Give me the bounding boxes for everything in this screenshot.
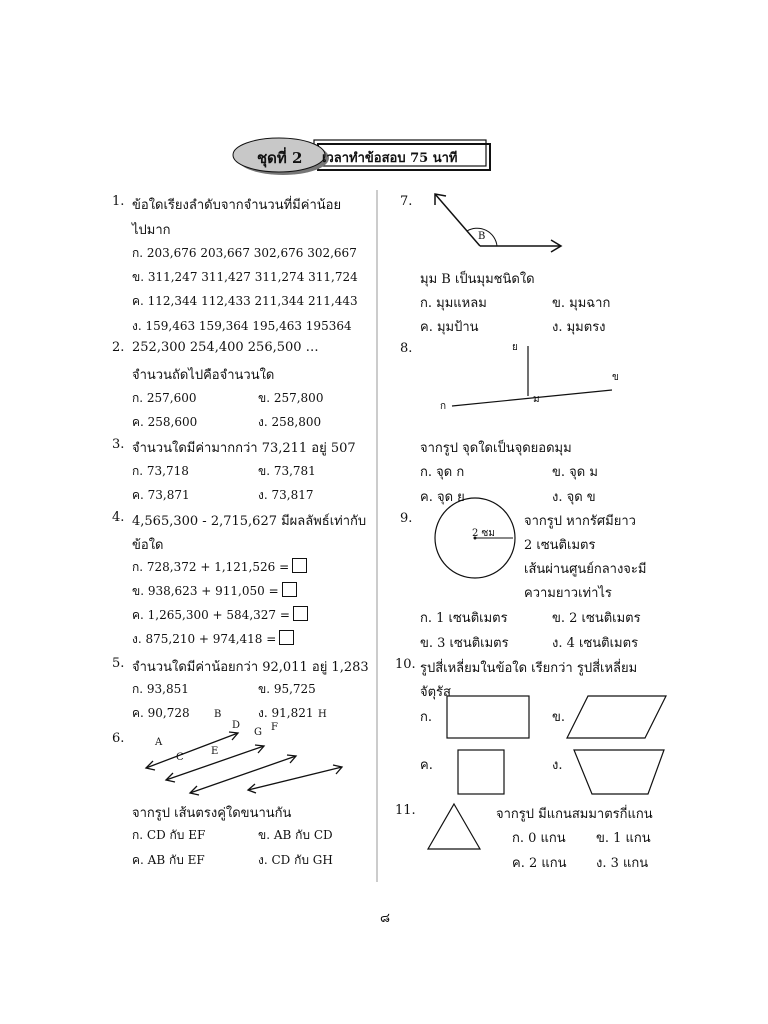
q1-choice-d: ง. 159,463 159,364 195,463 195364: [132, 319, 352, 333]
label-a: A: [155, 737, 163, 748]
page-number: ๘: [380, 911, 391, 926]
q10-choice-d: ง.: [552, 758, 563, 773]
q11-choice-c: ค. 2 แกน: [512, 856, 567, 871]
q4-choice-a: [132, 558, 307, 577]
q10-choice-b: ข.: [552, 710, 566, 725]
q8-choice-d: ง. จุด ข: [552, 490, 596, 505]
q7-choice-a: ก. มุมแหลม: [420, 296, 487, 311]
q9-line3: เส้นผ่านศูนย์กลางจะมี: [524, 562, 647, 577]
answer-box: [282, 582, 297, 597]
q2-choice-d: ง. 258,800: [258, 415, 322, 429]
q4-number: 4.: [112, 510, 125, 525]
q6-number: 6.: [112, 731, 125, 746]
q3-choice-c: ค. 73,871: [132, 488, 190, 502]
q5-number: 5.: [112, 656, 125, 671]
point-label-ko: ก: [440, 401, 447, 412]
q2-number: 2.: [112, 340, 125, 355]
q11-choice-a: ก. 0 แกน: [512, 831, 566, 846]
q7-figure: [435, 194, 561, 252]
q9-choice-b: ข. 2 เซนติเมตร: [552, 611, 641, 626]
q10-number: 10.: [395, 657, 416, 672]
point-label-mo: ม: [533, 394, 540, 405]
q3-choice-d: ง. 73,817: [258, 488, 314, 502]
q7-choice-c: ค. มุมป้าน: [420, 320, 479, 335]
point-label-kho: ข: [612, 372, 619, 383]
q10-line1: รูปสี่เหลี่ยมในข้อใด เรียกว่า รูปสี่เหลี่ยม: [420, 661, 638, 676]
q8-choice-a: ก. จุด ก: [420, 465, 465, 480]
label-d: D: [232, 720, 241, 731]
answer-box: [292, 558, 307, 573]
q3-choice-a: ก. 73,718: [132, 464, 189, 478]
q7-question: มุม B เป็นมุมชนิดใด: [420, 272, 535, 287]
q5-choice-b: ข. 95,725: [258, 682, 316, 696]
radius-label: 2 ซม: [472, 528, 495, 539]
q11-triangle: [428, 804, 480, 849]
q7-choice-b: ข. มุมฉาก: [552, 296, 611, 311]
q6-choice-b: ข. AB กับ CD: [258, 828, 333, 842]
q5-line1: จำนวนใดมีค่าน้อยกว่า 92,011 อยู่ 1,283: [132, 660, 369, 675]
q3-choice-b: ข. 73,781: [258, 464, 316, 478]
q2-line1: 252,300 254,400 256,500 …: [132, 340, 319, 355]
q1-number: 1.: [112, 194, 125, 209]
label-g: G: [254, 727, 262, 738]
q4-choice-b: [132, 582, 297, 601]
ray-ef: [190, 756, 296, 793]
time-label: เวลาทำข้อสอบ 75 นาที: [322, 151, 458, 166]
q3-line1: จำนวนใดมีค่ามากกว่า 73,211 อยู่ 507: [132, 441, 356, 456]
q8-question: จากรูป จุดใดเป็นจุดยอดมุม: [420, 441, 572, 456]
set-label: ชุดที่ 2: [257, 149, 303, 167]
shape-trapezoid: [574, 750, 664, 794]
q4-choice-d: [132, 630, 294, 649]
q10-choice-a: ก.: [420, 710, 433, 725]
q4-line2: ข้อใด: [132, 538, 164, 553]
q4-choice-a-text: ก. 728,372 + 1,121,526 =: [132, 560, 290, 574]
q7-number: 7.: [400, 194, 413, 209]
q1-choice-b: ข. 311,247 311,427 311,274 311,724: [132, 270, 358, 284]
q9-number: 9.: [400, 511, 413, 526]
q11-choice-d: ง. 3 แกน: [596, 856, 649, 871]
shape-parallelogram: [567, 696, 666, 738]
label-c: C: [176, 752, 184, 763]
q9-choice-d: ง. 4 เซนติเมตร: [552, 636, 639, 651]
label-f: F: [271, 722, 278, 733]
shape-rectangle: [447, 696, 529, 738]
q1-line2: ไปมาก: [132, 223, 171, 238]
angle-arm-1: [435, 194, 480, 246]
q8-figure: [452, 346, 612, 406]
q2-choice-a: ก. 257,600: [132, 391, 197, 405]
angle-label-b: B: [478, 231, 486, 242]
label-e: E: [211, 746, 219, 757]
label-b: B: [214, 709, 222, 720]
q9-line1: จากรูป หากรัศมียาว: [524, 514, 636, 529]
q5-choice-a: ก. 93,851: [132, 682, 189, 696]
q4-line1: 4,565,300 - 2,715,627 มีผลลัพธ์เท่ากับ: [132, 514, 367, 529]
q9-choice-a: ก. 1 เซนติเมตร: [420, 611, 508, 626]
q6-choice-c: ค. AB กับ EF: [132, 853, 205, 867]
q4-choice-c: [132, 606, 308, 625]
q6-choice-d: ง. CD กับ GH: [258, 853, 333, 867]
q10-choice-c: ค.: [420, 758, 433, 773]
q10-line2: จัตุรัส: [420, 685, 451, 700]
q8-choice-c: ค. จุด ย: [420, 490, 465, 505]
q9-line2: 2 เซนติเมตร: [524, 538, 596, 553]
ray-gh: [248, 767, 342, 790]
q8-choice-b: ข. จุด ม: [552, 465, 598, 480]
q5-choice-c: ค. 90,728: [132, 706, 190, 720]
q9-choice-c: ข. 3 เซนติเมตร: [420, 636, 509, 651]
label-h: H: [318, 709, 327, 720]
q4-choice-b-text: ข. 938,623 + 911,050 =: [132, 584, 279, 598]
q6-question: จากรูป เส้นตรงคู่ใดขนานกัน: [132, 806, 292, 821]
q2-choice-c: ค. 258,600: [132, 415, 198, 429]
q5-choice-d: ง. 91,821: [258, 706, 314, 720]
q1-choice-c: ค. 112,344 112,433 211,344 211,443: [132, 294, 358, 308]
q11-number: 11.: [395, 803, 416, 818]
q4-choice-c-text: ค. 1,265,300 + 584,327 =: [132, 608, 290, 622]
q4-choice-d-text: ง. 875,210 + 974,418 =: [132, 632, 277, 646]
q8-number: 8.: [400, 341, 413, 356]
q9-line4: ความยาวเท่าไร: [524, 586, 612, 601]
q11-question: จากรูป มีแกนสมมาตรกี่แกน: [496, 807, 653, 822]
answer-box: [293, 606, 308, 621]
q1-choice-a: ก. 203,676 203,667 302,676 302,667: [132, 246, 357, 260]
q11-choice-b: ข. 1 แกน: [596, 831, 651, 846]
q2-line2: จำนวนถัดไปคือจำนวนใด: [132, 368, 275, 383]
q2-choice-b: ข. 257,800: [258, 391, 324, 405]
q6-choice-a: ก. CD กับ EF: [132, 828, 206, 842]
point-label-yo: ย: [512, 342, 518, 353]
q7-choice-d: ง. มุมตรง: [552, 320, 606, 335]
q6-figure: [146, 732, 342, 795]
q1-line1: ข้อใดเรียงลำดับจากจำนวนที่มีค่าน้อย: [132, 198, 342, 213]
q3-number: 3.: [112, 437, 125, 452]
answer-box: [279, 630, 294, 645]
shape-square: [458, 750, 504, 794]
base-line: [452, 390, 612, 406]
